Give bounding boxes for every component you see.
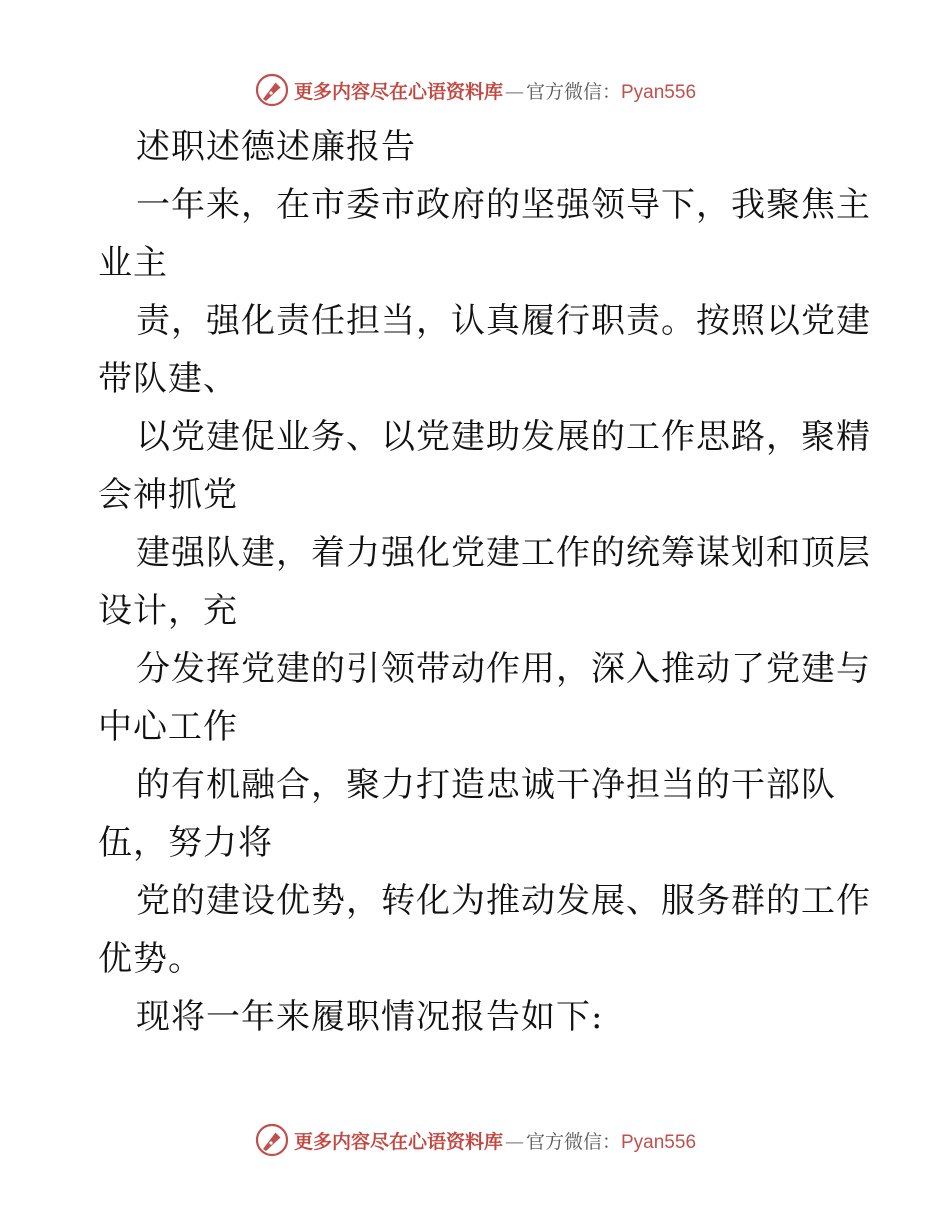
paragraph-line: 业主 [98, 243, 168, 283]
watermark-brand: 更多内容尽在心语资料库 [293, 1130, 503, 1153]
paragraph-line: 以党建促业务、以党建助发展的工作思路，聚精 [136, 417, 871, 457]
paragraph-line: 建强队建，着力强化党建工作的统筹谋划和顶层 [136, 533, 871, 573]
watermark-brand: 更多内容尽在心语资料库 [293, 80, 503, 103]
paragraph-line: 设计，充 [98, 591, 238, 631]
watermark-official-label: 官方微信： [525, 80, 621, 103]
paragraph-line: 党的建设优势，转化为推动发展、服务群的工作 [136, 881, 871, 921]
document-title: 述职述德述廉报告 [136, 127, 416, 167]
watermark-wechat-id: Pyan556 [621, 1131, 697, 1153]
paragraph-line: 一年来，在市委市政府的坚强领导下，我聚焦主 [136, 185, 871, 225]
paragraph-line: 现将一年来履职情况报告如下: [136, 997, 604, 1037]
paragraph-line: 会神抓党 [98, 475, 238, 515]
document-body [98, 118, 871, 1046]
paragraph-line: 责，强化责任担当，认真履行职责。按照以党建 [136, 301, 871, 341]
watermark-official-label: 官方微信： [525, 1130, 621, 1153]
footer-watermark [0, 1120, 950, 1160]
watermark-wechat-id: Pyan556 [621, 81, 697, 103]
watermark-dash: — [504, 1130, 524, 1153]
paragraph-line: 优势。 [98, 939, 203, 979]
paragraph-line: 的有机融合，聚力打造忠诚干净担当的干部队 [136, 765, 836, 805]
header-watermark [0, 70, 950, 110]
paragraph-line: 伍，努力将 [98, 823, 273, 863]
pen-nib-logo-icon [254, 72, 290, 108]
paragraph-line: 带队建、 [98, 359, 238, 399]
pen-nib-logo-icon [254, 1122, 290, 1158]
paragraph-line: 中心工作 [98, 707, 238, 747]
watermark-dash: — [504, 80, 524, 103]
paragraph-line: 分发挥党建的引领带动作用，深入推动了党建与 [136, 649, 871, 689]
